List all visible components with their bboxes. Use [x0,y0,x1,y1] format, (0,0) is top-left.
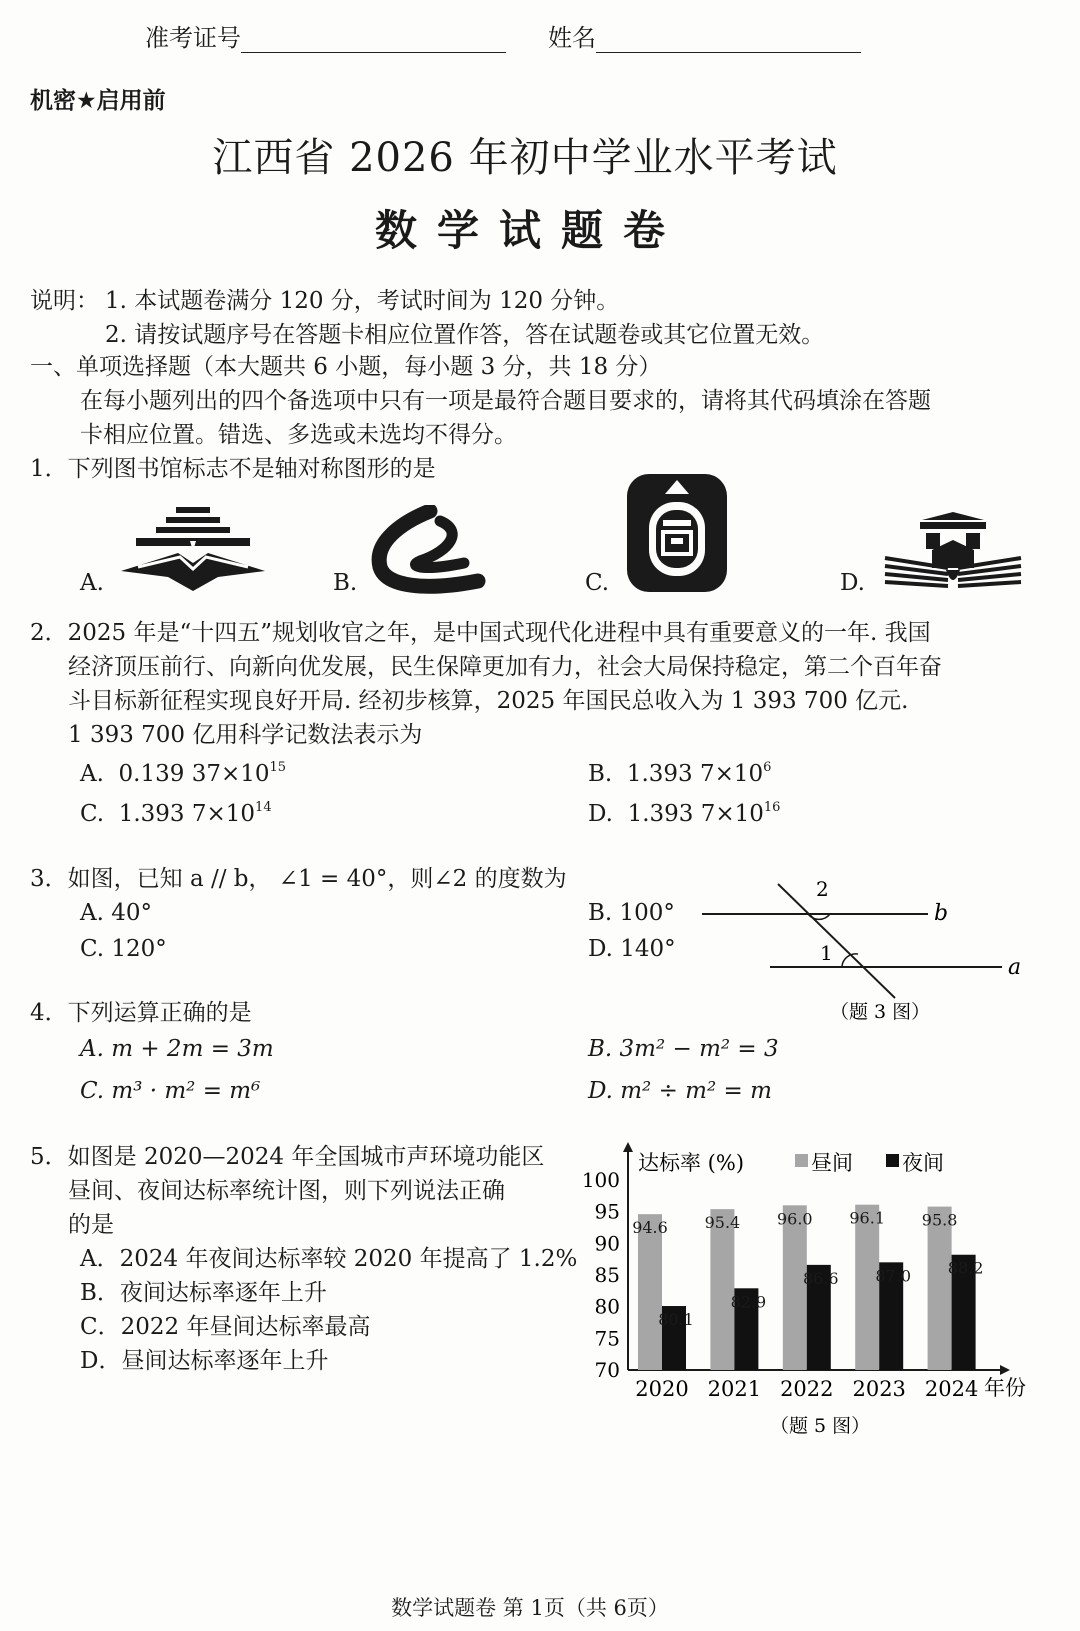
chart-x-axis-arrow [1000,1365,1010,1375]
q4-option-c: C. m³ · m² = m⁶ [80,1078,261,1104]
y-tick-label: 70 [594,1358,620,1382]
line-b-label: b [934,901,949,926]
q5-bar-chart [580,1140,1040,1445]
bar-day [928,1207,952,1370]
q4-option-a: A. m + 2m = 3m [80,1036,274,1062]
y-tick-label: 85 [594,1263,620,1287]
q5-option-a: A．2024 年夜间达标率较 2020 年提高了 1.2% [80,1246,578,1272]
page-footer: 数学试题卷 第 1页（共 6页） [391,1596,669,1620]
q2-option-c-exponent: 14 [255,800,272,815]
library-logo-d [882,510,1024,594]
name-label: 姓名 [548,24,596,52]
q5-caption: （题 5 图） [770,1415,871,1437]
q2-option-a-base: 0.139 37×10 [118,761,270,787]
q2-option-a [80,760,286,787]
q5-line-2: 昼间、夜间达标率统计图，则下列说法正确 [68,1178,505,1204]
bar-day-value-label: 95.4 [704,1213,741,1233]
legend-day-swatch [795,1154,808,1167]
q4-stem: 4．下列运算正确的是 [30,1000,252,1026]
y-tick-label: 100 [581,1168,620,1192]
bar-day [855,1205,879,1370]
q1-option-b-label: B. [333,570,358,596]
q2-option-d-exponent: 16 [763,800,781,815]
exam-number-label: 准考证号 [145,24,241,52]
q3-stem: 3．如图，已知 a // b， ∠1 = 40°，则∠2 的度数为 [30,866,567,892]
exam-number-field [145,18,506,53]
q2-option-b-exponent: 6 [763,760,772,775]
q2-option-b-base: 1.393 7×10 [626,761,764,787]
section-instruction-2: 卡相应位置。错选、多选或未选均不得分。 [80,422,517,448]
library-logo-c [625,472,730,594]
library-logo-b [368,505,486,595]
q3-option-b: B. 100° [588,900,675,926]
q2-line-3: 斗目标新征程实现良好开局. 经初步核算，2025 年国民总收入为 1 393 700 亿元. [68,688,909,714]
note-2: 2. 请按试题序号在答题卡相应位置作答，答在试题卷或其它位置无效。 [105,322,825,348]
x-tick-label: 2020 [635,1377,689,1401]
bar-night-value-label: 80.1 [658,1310,694,1330]
q2-option-b-label: B. [588,761,613,787]
y-tick-label: 95 [594,1199,620,1224]
bar-night-value-label: 82.9 [730,1292,767,1312]
q4-option-b: B. 3m² − m² = 3 [588,1036,779,1062]
q1-option-c-label: C. [585,570,610,596]
x-tick-label: 2022 [780,1377,834,1401]
q5-option-b: B．夜间达标率逐年上升 [80,1280,327,1306]
q3-option-d: D. 140° [588,936,676,962]
q3-figure [690,870,1040,1030]
q2-option-d-label: D. [588,801,613,827]
q2-option-c-base: 1.393 7×10 [118,801,256,827]
q3-option-c: C. 120° [80,936,167,962]
x-tick-label: 2021 [707,1377,762,1401]
bar-day-value-label: 94.6 [632,1218,668,1238]
q2-line-2: 经济顶压前行、向新向优发展，民生保障更加有力，社会大局保持稳定，第二个百年奋 [68,654,942,680]
notes-label: 说明： [30,288,99,314]
q2-line-1: 2．2025 年是“十四五”规划收官之年，是中国式现代化进程中具有重要意义的一年. 我国 [30,620,931,646]
q2-option-c [80,800,272,827]
exam-number-blank [241,26,506,53]
legend-day-label: 昼间 [811,1151,853,1175]
q2-option-c-label: C. [80,801,105,827]
q1-stem: 1．下列图书馆标志不是轴对称图形的是 [30,456,436,482]
q1-option-d-label: D. [840,570,865,596]
y-tick-label: 80 [594,1294,620,1319]
section-instruction-1: 在每小题列出的四个备选项中只有一项是最符合题目要求的，请将其代码填涂在答题 [80,388,931,414]
bar-day-value-label: 96.1 [849,1208,886,1228]
x-tick-label: 2024 [924,1377,979,1401]
q5-option-c: C．2022 年昼间达标率最高 [80,1314,371,1340]
q1-option-a-label: A. [80,570,104,596]
q4-option-d: D. m² ÷ m² = m [588,1078,772,1104]
bar-day [638,1214,662,1370]
chart-y-axis-arrow [623,1142,633,1152]
legend-night-swatch [886,1154,899,1167]
chart-y-axis-label: 达标率 (%) [638,1151,745,1175]
line-a-label: a [1008,955,1022,980]
q3-option-a: A. 40° [80,900,152,926]
bar-day-value-label: 96.0 [776,1209,813,1229]
q5-line-1: 5．如图是 2020—2024 年全国城市声环境功能区 [30,1144,545,1170]
exam-subtitle: 数学试题卷 [374,206,685,255]
q2-option-d [588,800,780,827]
legend-night-label: 夜间 [902,1151,944,1175]
transversal-line [778,884,895,998]
angle-1-label: 1 [820,941,833,965]
q2-option-a-exponent: 15 [269,760,287,775]
exam-title: 江西省 2026 年初中学业水平考试 [212,135,838,181]
y-tick-label: 75 [594,1326,620,1351]
q2-option-b [588,760,771,787]
q2-option-d-base: 1.393 7×10 [627,801,764,827]
confidential-mark: 机密★启用前 [30,88,166,114]
q5-option-d: D．昼间达标率逐年上升 [80,1348,329,1374]
chart-x-axis-label: 年份 [984,1376,1026,1400]
section-heading: 一、单项选择题（本大题共 6 小题，每小题 3 分，共 18 分） [30,354,662,380]
q2-option-a-label: A. [80,761,104,787]
name-field [548,18,861,53]
q3-caption: （题 3 图） [830,1001,931,1023]
angle-2-label: 2 [816,877,829,901]
bar-day [710,1209,734,1370]
x-tick-label: 2023 [852,1377,906,1401]
name-blank [596,26,861,53]
note-1: 1. 本试题卷满分 120 分，考试时间为 120 分钟。 [105,288,620,314]
q2-line-4: 1 393 700 亿用科学记数法表示为 [68,722,423,748]
q5-line-3: 的是 [68,1212,114,1238]
bar-night-value-label: 86.6 [802,1268,839,1288]
bar-day-value-label: 95.8 [921,1210,958,1230]
y-tick-label: 90 [594,1231,620,1256]
bar-night-value-label: 88.2 [947,1258,984,1278]
bar-night-value-label: 87.0 [875,1266,912,1286]
library-logo-a [118,505,268,595]
